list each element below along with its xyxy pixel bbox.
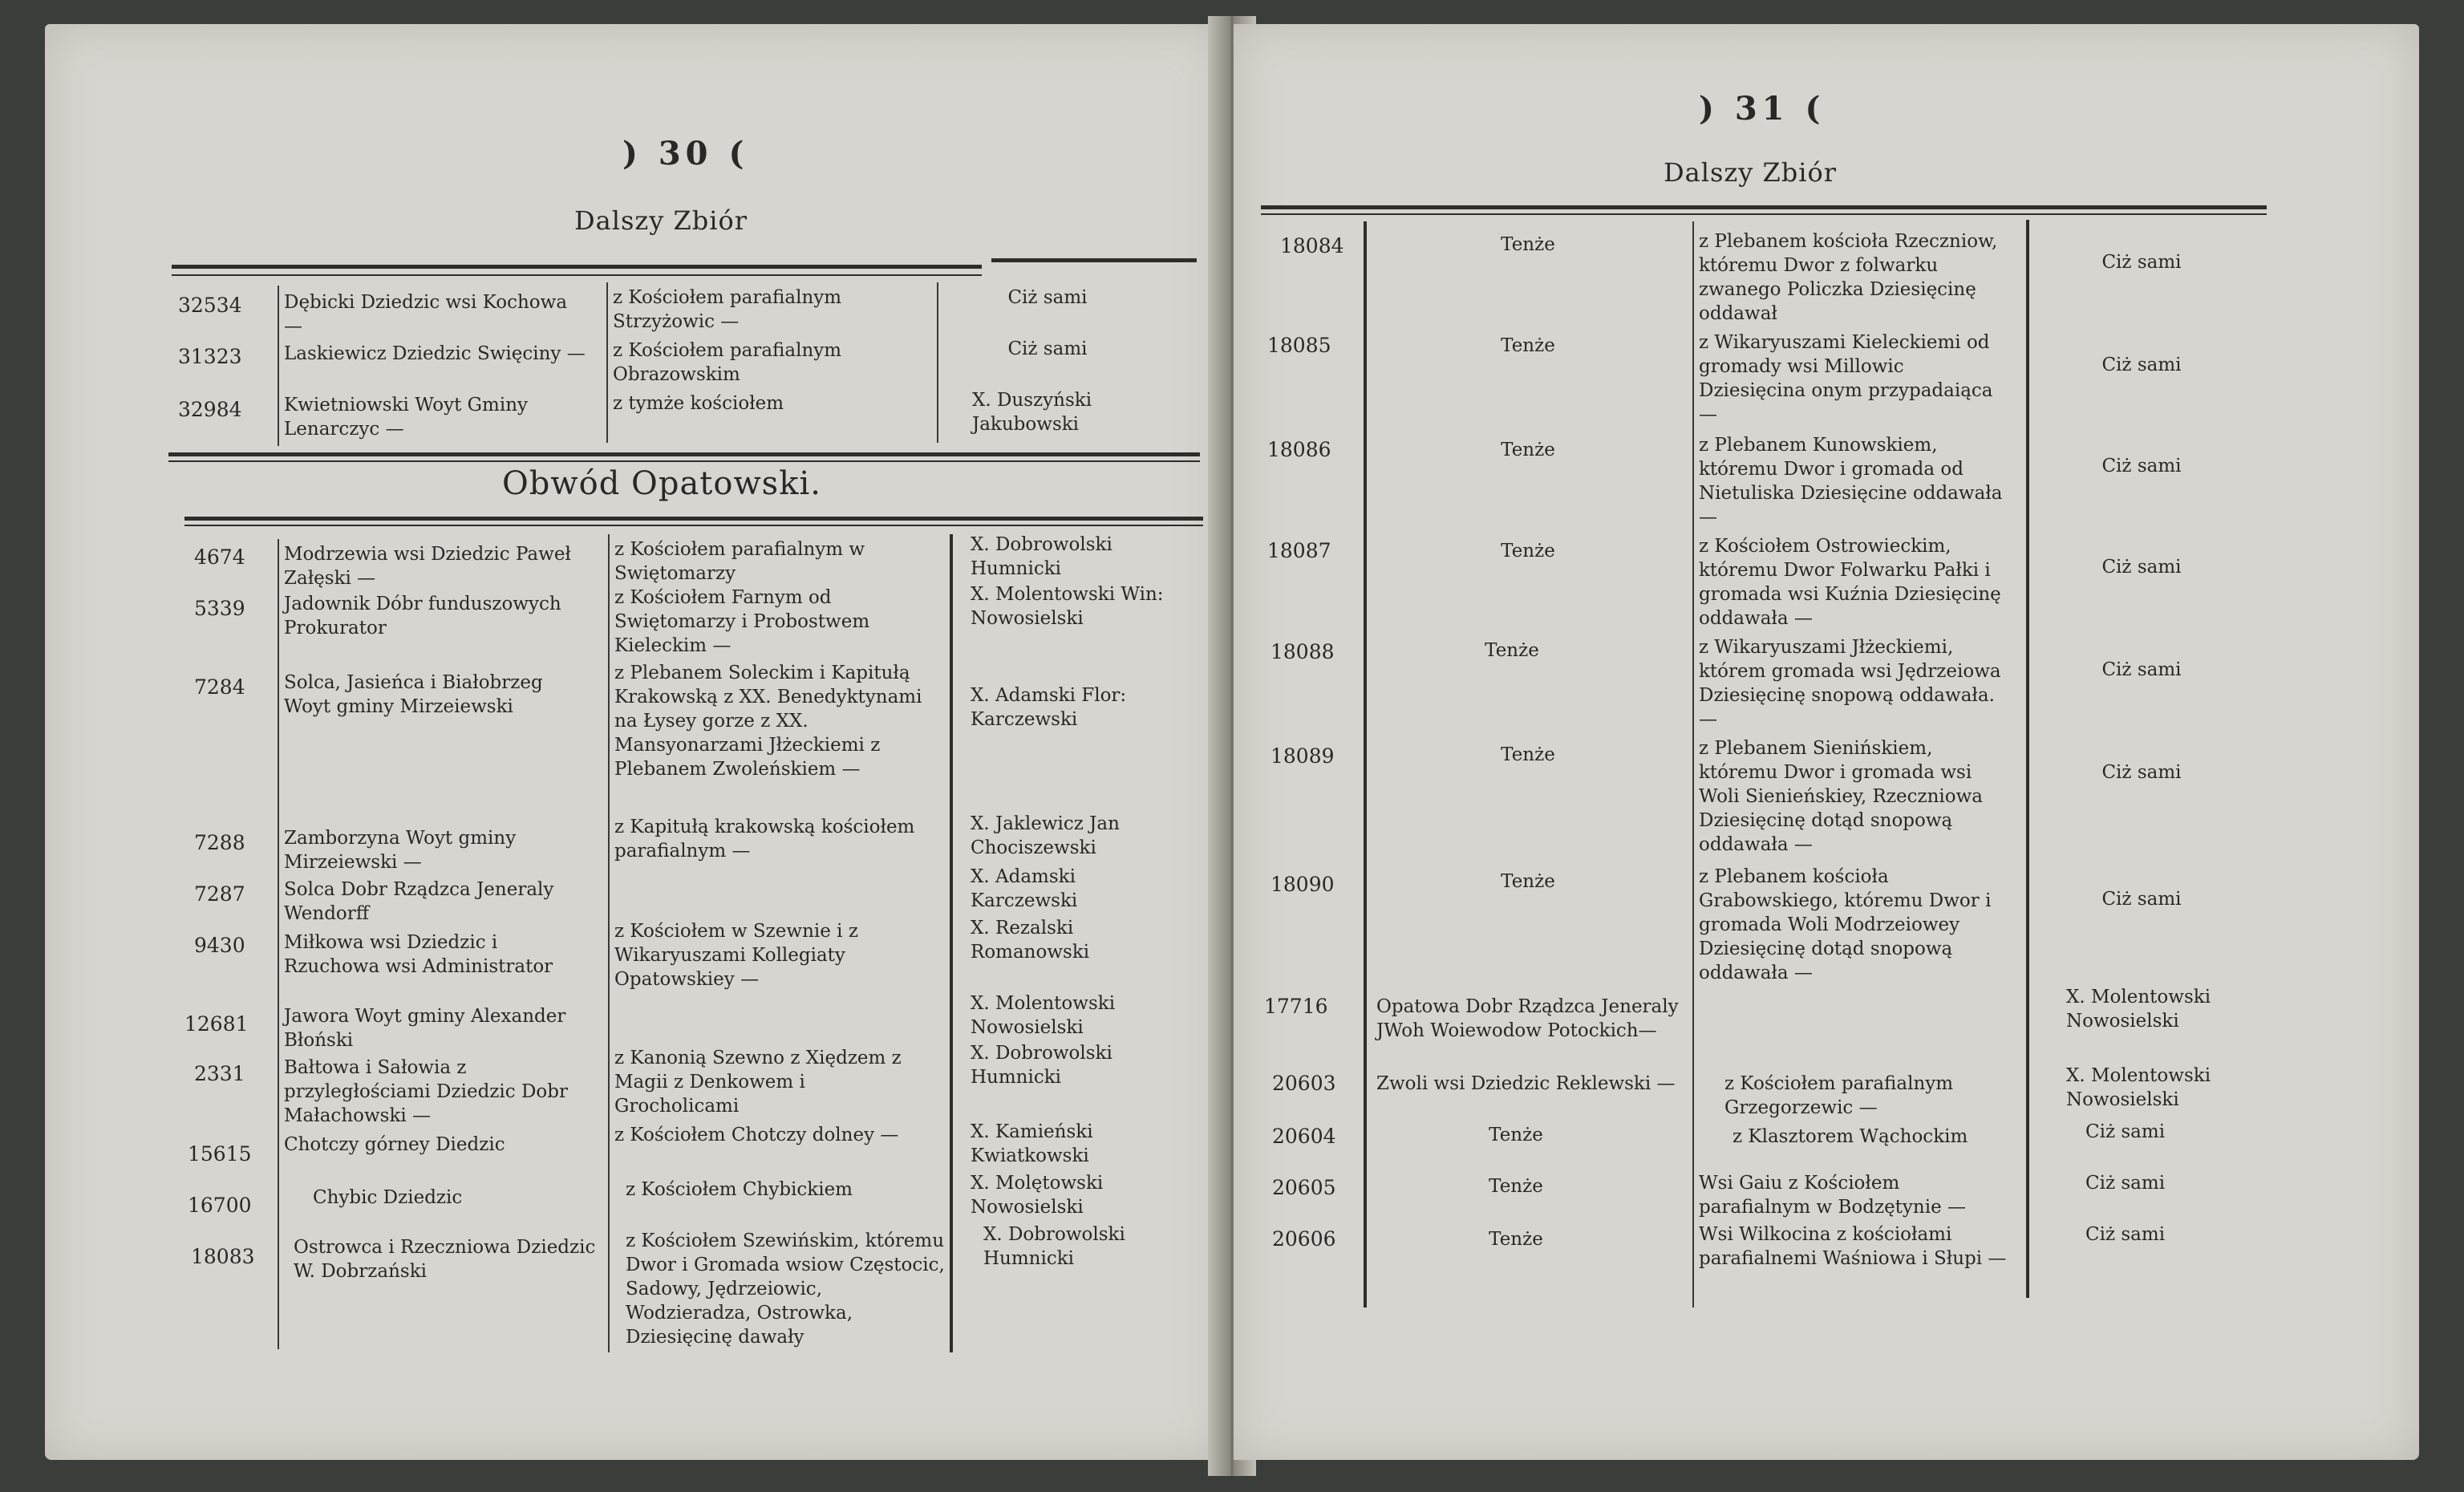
entry-owner: Tenże bbox=[1489, 1229, 1543, 1250]
left-page-number: ) 30 ( bbox=[622, 135, 749, 172]
col-line bbox=[950, 534, 953, 1352]
entry-recipient: Ciż sami bbox=[2101, 252, 2182, 273]
entry-number: 17716 bbox=[1264, 995, 1328, 1018]
entry-number: 2331 bbox=[194, 1062, 245, 1085]
entry-recipient: Ciż sami bbox=[2101, 659, 2182, 680]
col-line bbox=[606, 282, 608, 443]
entry-recipient: Ciż sami bbox=[1007, 339, 1088, 359]
col-line bbox=[278, 539, 279, 1349]
entry-number: 18083 bbox=[191, 1245, 255, 1268]
top-rule-right bbox=[991, 258, 1197, 262]
entry-number: 20605 bbox=[1272, 1176, 1336, 1199]
entry-number: 18084 bbox=[1280, 234, 1344, 257]
entry-collector: z Kościołem parafialnym Obrazowskim bbox=[613, 340, 842, 385]
entry-owner: Modrzewia wsi Dziedzic Paweł Załęski — bbox=[284, 544, 571, 589]
region-title: Obwód Opatowski. bbox=[502, 465, 821, 502]
entry-owner: Tenże bbox=[1489, 1176, 1543, 1197]
entry-number: 16700 bbox=[188, 1194, 252, 1217]
entry-number: 18090 bbox=[1270, 873, 1335, 896]
col-line bbox=[1364, 221, 1367, 1308]
entry-collector: z Kościołem Szewińskim, któremu Dwor i Gromada wsiow Częstocic, Sadowy, Jędrzeiowic, Wodzieradza, Ostrowka, Dziesięcinę dawały bbox=[626, 1230, 945, 1348]
entry-collector: z Kapitułą krakowską kościołem parafialnym — bbox=[614, 817, 915, 862]
entry-recipient: X. Dobrowolski Humnicki bbox=[983, 1224, 1125, 1269]
entry-recipient: X. Molętowski Nowosielski bbox=[971, 1173, 1104, 1218]
entry-owner: Solca, Jasieńca i Białobrzeg Woyt gminy Mirzeiewski bbox=[284, 672, 543, 717]
entry-collector: z Plebanem Sienińskiem, któremu Dwor i gromada wsi Woli Sienieńskiey, Rzeczniowa Dziesięcinę dotąd snopową oddawała — bbox=[1699, 738, 1983, 855]
entry-number: 18085 bbox=[1267, 334, 1331, 357]
entry-number: 18086 bbox=[1267, 438, 1331, 461]
entry-recipient: X. Dobrowolski Humnicki bbox=[971, 1043, 1112, 1088]
entry-collector: z Kościołem Ostrowieckim, któremu Dwor Folwarku Pałki i gromada wsi Kuźnia Dziesięcinę oddawała — bbox=[1699, 536, 2001, 629]
entry-number: 20606 bbox=[1272, 1227, 1336, 1251]
entry-recipient: X. Molentowski Nowosielski bbox=[2066, 1065, 2211, 1110]
entry-owner: Tenże bbox=[1501, 440, 1555, 460]
entry-collector: z Kościołem parafialnym w Swiętomarzy bbox=[614, 539, 865, 584]
top-rule bbox=[1261, 205, 2267, 209]
entry-number: 31323 bbox=[178, 345, 242, 368]
entry-collector: z Wikaryuszami Kieleckiemi od gromady wsi Millowic Dziesięcina onym przypadaiąca — bbox=[1699, 332, 1993, 425]
entry-number: 15615 bbox=[188, 1142, 252, 1166]
entry-collector: z Plebanem Kunowskiem, któremu Dwor i gromada od Nietuliska Dziesięcine oddawała — bbox=[1699, 435, 2003, 528]
entry-collector: z Plebanem kościoła Rzeczniow, któremu Dwor z folwarku zwanego Policzka Dziesięcinę oddawał bbox=[1699, 231, 1998, 324]
entry-owner: Dębicki Dziedzic wsi Kochowa — bbox=[284, 292, 568, 337]
entry-recipient: X. Kamieński Kwiatkowski bbox=[971, 1121, 1093, 1166]
entry-number: 18088 bbox=[1270, 640, 1335, 663]
region-rule-thin bbox=[184, 525, 1203, 526]
entry-owner: Tenże bbox=[1489, 1125, 1543, 1145]
col-line bbox=[608, 534, 610, 1352]
entry-owner: Laskiewicz Dziedzic Swięciny — bbox=[284, 343, 586, 364]
section-rule-thin bbox=[168, 460, 1200, 462]
entry-recipient: X. Molentowski Win: Nowosielski bbox=[971, 584, 1164, 629]
entry-owner: Kwietniowski Woyt Gminy Lenarczyc — bbox=[284, 395, 529, 440]
entry-collector: z Wikaryuszami Jłżeckiemi, którem gromada wsi Jędrzeiowa Dziesięcinę snopową oddawała. — bbox=[1699, 637, 2001, 730]
entry-recipient: X. Adamski Flor: Karczewski bbox=[971, 685, 1127, 730]
entry-collector: z Kościołem w Szewnie i z Wikaryuszami Kollegiaty Opatowskiey — bbox=[614, 921, 858, 990]
entry-collector: Wsi Gaiu z Kościołem parafialnym w Bodzętynie — bbox=[1699, 1173, 1967, 1218]
entry-recipient: Ciż sami bbox=[2085, 1121, 2166, 1142]
col-line bbox=[937, 282, 938, 443]
entry-owner: Tenże bbox=[1501, 871, 1555, 892]
entry-recipient: Ciż sami bbox=[1007, 287, 1088, 308]
entry-number: 32984 bbox=[178, 398, 242, 421]
entry-recipient: X. Molentowski Nowosielski bbox=[2066, 987, 2211, 1032]
entry-number: 18089 bbox=[1270, 744, 1335, 768]
entry-owner: Chybic Dziedzic bbox=[313, 1187, 463, 1208]
entry-collector: z Plebanem kościoła Grabowskiego, któremu Dwor i gromada Woli Modrzeiowey Dziesięcinę dotąd snopową oddawała — bbox=[1699, 866, 1992, 983]
entry-collector: z Klasztorem Wąchockim bbox=[1732, 1126, 1968, 1147]
entry-recipient: X. Molentowski Nowosielski bbox=[971, 993, 1116, 1038]
entry-owner: Chotczy górney Diedzic bbox=[284, 1134, 505, 1155]
entry-collector: Wsi Wilkocina z kościołami parafialnemi Waśniowa i Słupi — bbox=[1699, 1224, 2007, 1269]
entry-collector: z tymże kościołem bbox=[613, 393, 784, 414]
entry-recipient: Ciż sami bbox=[2085, 1224, 2166, 1245]
entry-owner: Opatowa Dobr Rządzca Jeneraly JWoh Woiewodow Potockich— bbox=[1376, 996, 1679, 1041]
entry-number: 20604 bbox=[1272, 1125, 1336, 1148]
entry-recipient: Ciż sami bbox=[2101, 889, 2182, 910]
entry-owner: Zamborzyna Woyt gminy Mirzeiewski — bbox=[284, 828, 517, 873]
entry-number: 7288 bbox=[194, 831, 245, 854]
entry-owner: Ostrowca i Rzeczniowa Dziedzic W. Dobrzański bbox=[294, 1237, 596, 1282]
entry-owner: Zwoli wsi Dziedzic Reklewski — bbox=[1376, 1073, 1676, 1094]
entry-number: 12681 bbox=[184, 1012, 249, 1036]
region-rule bbox=[184, 517, 1203, 521]
entry-owner: Tenże bbox=[1501, 335, 1555, 356]
right-page-number: ) 31 ( bbox=[1699, 90, 1826, 128]
entry-owner: Solca Dobr Rządzca Jeneraly Wendorff bbox=[284, 879, 554, 924]
entry-owner: Tenże bbox=[1501, 541, 1555, 562]
entry-collector: z Kościołem parafialnym Grzegorzewic — bbox=[1724, 1073, 1954, 1118]
entry-owner: Tenże bbox=[1501, 744, 1555, 765]
entry-number: 5339 bbox=[194, 597, 245, 620]
entry-collector: z Kościołem parafialnym Strzyżowic — bbox=[613, 287, 842, 332]
section-rule bbox=[168, 452, 1200, 456]
entry-collector: z Kanonią Szewno z Xiędzem z Magii z Denkowem i Grocholicami bbox=[614, 1048, 902, 1117]
entry-recipient: X. Rezalski Romanowski bbox=[971, 918, 1090, 963]
entry-owner: Jadownik Dóbr funduszowych Prokurator bbox=[284, 594, 561, 639]
entry-recipient: Ciż sami bbox=[2101, 557, 2182, 578]
entry-collector: z Kościołem Farnym od Swiętomarzy i Probostwem Kieleckim — bbox=[614, 587, 870, 656]
entry-owner: Bałtowa i Sałowia z przyległościami Dziedzic Dobr Małachowski — bbox=[284, 1057, 568, 1126]
entry-number: 9430 bbox=[194, 934, 245, 957]
col-line bbox=[278, 286, 279, 446]
entry-number: 20603 bbox=[1272, 1072, 1336, 1095]
entry-number: 7287 bbox=[194, 882, 245, 906]
entry-collector: z Kościołem Chybickiem bbox=[626, 1179, 853, 1200]
entry-number: 4674 bbox=[194, 545, 245, 569]
entry-recipient: Ciż sami bbox=[2101, 762, 2182, 783]
entry-owner: Tenże bbox=[1485, 640, 1539, 661]
entry-number: 32534 bbox=[178, 294, 242, 317]
entry-recipient: Ciż sami bbox=[2085, 1173, 2166, 1194]
right-page-heading: Dalszy Zbiór bbox=[1664, 157, 1838, 188]
entry-recipient: X. Jaklewicz Jan Chociszewski bbox=[971, 813, 1120, 858]
entry-owner: Miłkowa wsi Dziedzic i Rzuchowa wsi Administrator bbox=[284, 932, 553, 977]
entry-owner: Jawora Woyt gminy Alexander Błoński bbox=[284, 1006, 566, 1051]
entry-recipient: X. Dobrowolski Humnicki bbox=[971, 534, 1112, 579]
top-rule-thin bbox=[1261, 213, 2267, 215]
left-page-heading: Dalszy Zbiór bbox=[574, 205, 748, 236]
entry-recipient: Ciż sami bbox=[2101, 355, 2182, 375]
top-rule-left bbox=[172, 265, 982, 269]
entry-collector: z Plebanem Soleckim i Kapitułą Krakowską z XX. Benedyktynami na Łysey gorze z XX. Mansyonarzami Jłżeckiemi z Plebanem Zwoleńskiem — bbox=[614, 663, 922, 780]
entry-recipient: X. Duszyński Jakubowski bbox=[972, 390, 1092, 435]
col-line bbox=[1692, 221, 1694, 1308]
entry-number: 7284 bbox=[194, 675, 245, 699]
entry-collector: z Kościołem Chotczy dolney — bbox=[614, 1125, 899, 1145]
entry-number: 18087 bbox=[1267, 539, 1331, 562]
top-rule-thin bbox=[172, 274, 982, 276]
entry-owner: Tenże bbox=[1501, 234, 1555, 255]
entry-recipient: X. Adamski Karczewski bbox=[971, 866, 1078, 911]
entry-recipient: Ciż sami bbox=[2101, 456, 2182, 476]
